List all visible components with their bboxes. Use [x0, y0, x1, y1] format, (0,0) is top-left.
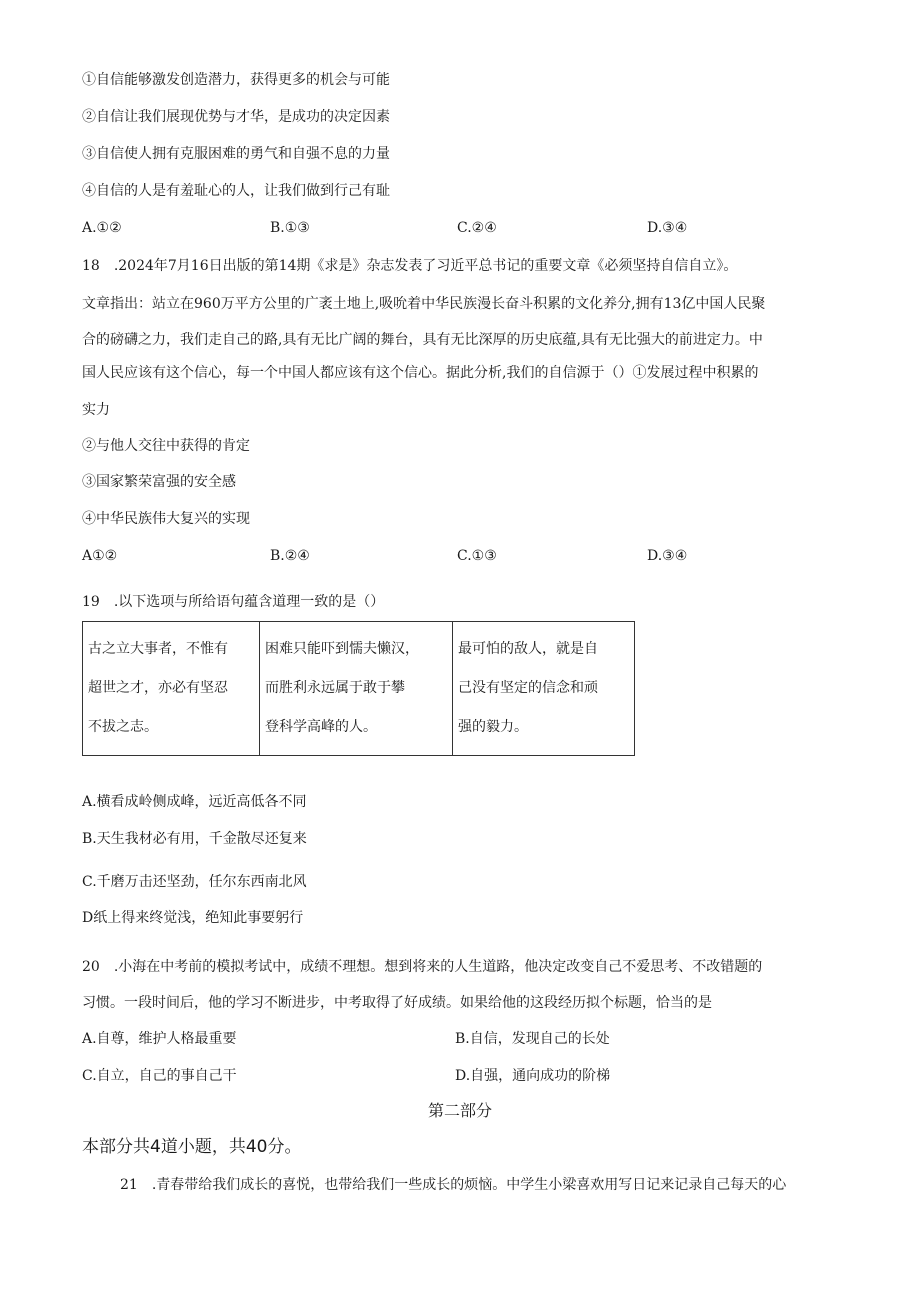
q18-option-a: A①② [82, 548, 118, 564]
q21-stem-line-1: 21 .青春带给我们成长的喜悦，也带给我们一些成长的烦恼。中学生小梁喜欢用写日记来记录自己每天的心 [120, 1177, 787, 1193]
q17-statement-4: ④自信的人是有羞耻心的人，让我们做到行己有耻 [82, 183, 390, 199]
q20-option-b: B.自信，发现自己的长处 [455, 1031, 610, 1047]
part2-description: 本部分共4道小题，共40分。 [82, 1137, 302, 1157]
q18-option-c: C.①③ [457, 548, 497, 564]
q19-quote-cell [453, 622, 635, 756]
q17-statement-3: ③自信使人拥有克服困难的勇气和自强不息的力量 [82, 146, 390, 162]
q19-quote-table [82, 621, 635, 756]
q18-stem-line-1: 18 .2024年7月16日出版的第14期《求是》杂志发表了习近平总书记的重要文章《必须坚持自信自立》。 [82, 258, 738, 274]
q19-quote-3-line-2: 己没有坚定的信念和顽 [458, 680, 598, 696]
q20-stem-line-1: 20 .小海在中考前的模拟考试中，成绩不理想。想到将来的人生道路，他决定改变自己不爱思考、不改错题的 [82, 959, 763, 975]
q17-option-b: B.①③ [270, 220, 310, 236]
q18-option-b: B.②④ [270, 548, 310, 564]
q19-quote-2-line-1: 困难只能吓到懦夫懒汉， [265, 641, 419, 657]
q19-quote-1-line-1: 古之立大事者，不惟有 [88, 641, 228, 657]
q20-option-d: D.自强，通向成功的阶梯 [455, 1068, 611, 1084]
q19-quote-cell [260, 622, 453, 756]
q17-statement-2: ②自信让我们展现优势与才华，是成功的决定因素 [82, 109, 390, 125]
q17-option-c: C.②④ [457, 220, 497, 236]
q19-option-d: D纸上得来终觉浅，绝知此事要躬行 [82, 910, 304, 926]
q18-stem-line-5: 实力 [82, 402, 110, 418]
q17-option-d: D.③④ [647, 220, 688, 236]
q17-option-a: A.①② [82, 220, 122, 236]
q18-option-d: D.③④ [647, 548, 688, 564]
q18-stem-line-2: 文章指出：站立在960万平方公里的广袤土地上,吸吮着中华民族漫长奋斗积累的文化养分,拥有13亿中国人民聚 [82, 296, 766, 312]
q19-option-b: B.天生我材必有用，千金散尽还复来 [82, 831, 307, 847]
q18-statement-4: ④中华民族伟大复兴的实现 [82, 511, 250, 527]
q18-stem-line-3: 合的磅礴之力，我们走自己的路,具有无比广阔的舞台，具有无比深厚的历史底蕴,具有无比强大的前进定力。中 [82, 332, 763, 348]
q20-option-c: C.自立，自己的事自己干 [82, 1068, 237, 1084]
q19-option-c: C.千磨万击还坚劲，任尔东西南北风 [82, 874, 307, 890]
q19-quote-2-line-2: 而胜利永远属于敢于攀 [265, 680, 405, 696]
q19-quote-3-line-1: 最可怕的敌人，就是自 [458, 641, 598, 657]
q19-quote-3-line-3: 强的毅力。 [458, 719, 528, 735]
q19-quote-1-line-2: 超世之才，亦必有坚忍 [88, 680, 228, 696]
part2-title: 第二部分 [427, 1101, 492, 1120]
q17-statement-1: ①自信能够激发创造潜力，获得更多的机会与可能 [82, 72, 390, 88]
q19-stem: 19 .以下选项与所给语句蕴含道理一致的是（） [82, 594, 385, 610]
q18-statement-3: ③国家繁荣富强的安全感 [82, 474, 236, 490]
q20-stem-line-2: 习惯。一段时间后，他的学习不断进步，中考取得了好成绩。如果给他的这段经历拟个标题，恰当的是 [82, 995, 712, 1011]
q19-option-a: A.横看成岭侧成峰，远近高低各不同 [82, 794, 307, 810]
q18-statement-2: ②与他人交往中获得的肯定 [82, 438, 250, 454]
q19-quote-cell [83, 622, 260, 756]
q20-option-a: A.自尊，维护人格最重要 [82, 1031, 237, 1047]
q18-stem-line-4: 国人民应该有这个信心，每一个中国人都应该有这个信心。据此分析,我们的自信源于（）①发展过程中积累的 [82, 365, 759, 381]
q19-quote-2-line-3: 登科学高峰的人。 [265, 719, 377, 735]
q19-quote-1-line-3: 不拔之志。 [88, 719, 158, 735]
